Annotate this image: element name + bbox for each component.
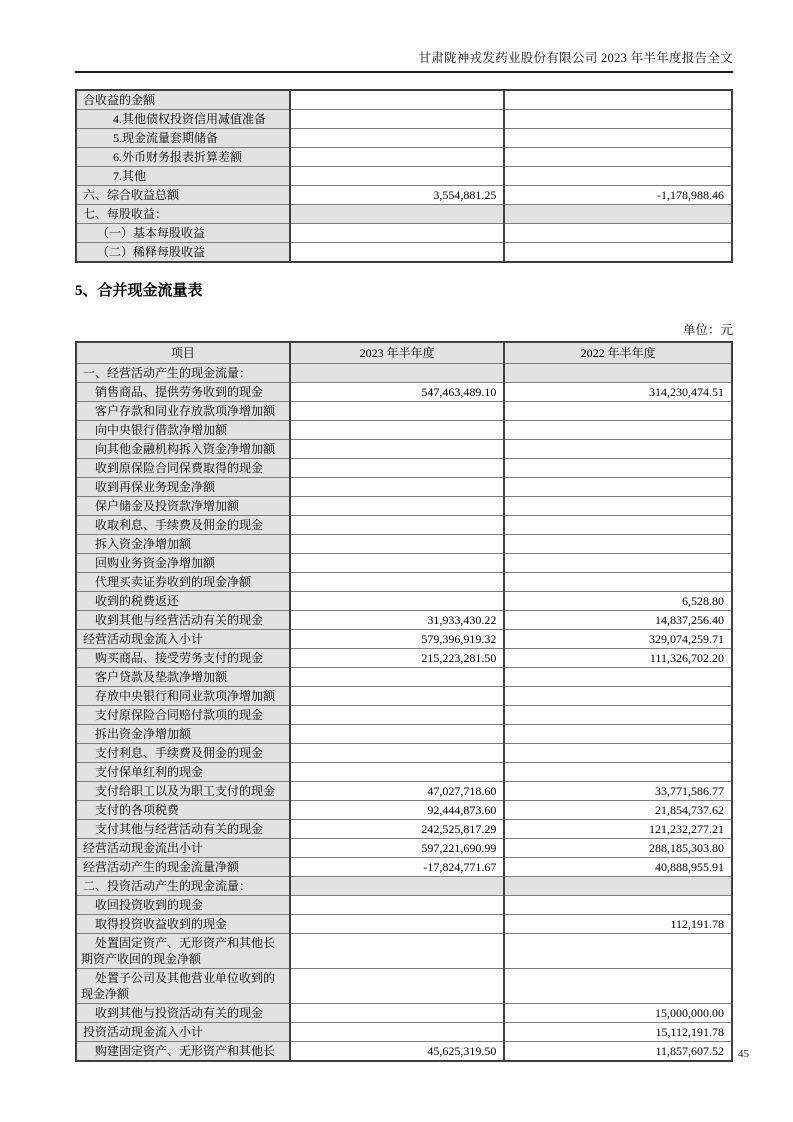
cash-flow-table-row <box>76 725 732 744</box>
value-2023 <box>290 706 505 725</box>
value-2022: 121,232,277.21 <box>504 820 732 839</box>
cash-flow-table-row <box>76 915 732 934</box>
value-2022 <box>504 969 732 1004</box>
value-2023 <box>290 1004 505 1023</box>
row-item-label: 代理买卖证券收到的现金净额 <box>76 573 290 592</box>
value-2023 <box>290 554 505 573</box>
row-item-label: 收到再保业务现金净额 <box>76 478 290 497</box>
cash-flow-table-row <box>76 383 732 402</box>
cash-flow-table-row <box>76 364 732 383</box>
value-2023 <box>290 725 505 744</box>
page-content <box>75 0 733 1062</box>
cash-flow-table-row <box>76 782 732 801</box>
value-2022: 21,854,737.62 <box>504 801 732 820</box>
value-2023 <box>290 896 505 915</box>
value-2022 <box>504 763 732 782</box>
value-2022 <box>504 554 732 573</box>
value-2023 <box>290 224 505 243</box>
value-2023: 3,554,881.25 <box>290 186 505 205</box>
row-item-label: （二）稀释每股收益 <box>76 243 290 263</box>
cash-flow-table-row <box>76 934 732 969</box>
cash-flow-table-row <box>76 516 732 535</box>
row-item-label: 支付保单红利的现金 <box>76 763 290 782</box>
value-2022: 33,771,586.77 <box>504 782 732 801</box>
income-table-row <box>76 205 732 224</box>
value-2023: 31,933,430.22 <box>290 611 505 630</box>
value-2023 <box>290 744 505 763</box>
value-2022: 14,837,256.40 <box>504 611 732 630</box>
value-2023 <box>290 90 505 110</box>
cash-flow-table-row <box>76 402 732 421</box>
value-2022: 112,191.78 <box>504 915 732 934</box>
row-item-label: 保户储金及投资款净增加额 <box>76 497 290 516</box>
value-2023 <box>290 440 505 459</box>
row-item-label: 收回投资收到的现金 <box>76 896 290 915</box>
row-item-label: 支付利息、手续费及佣金的现金 <box>76 744 290 763</box>
value-2023 <box>290 535 505 554</box>
cash-flow-table-row <box>76 440 732 459</box>
column-header-item: 项目 <box>76 342 290 364</box>
row-item-label: 4.其他债权投资信用减值准备 <box>76 110 290 129</box>
value-2022 <box>504 478 732 497</box>
cash-flow-table-row <box>76 497 732 516</box>
row-item-label: 处置固定资产、无形资产和其他长期资产收回的现金净额 <box>76 934 290 969</box>
value-2023: -17,824,771.67 <box>290 858 505 877</box>
cash-flow-table-row <box>76 969 732 1004</box>
cash-flow-table-row <box>76 478 732 497</box>
row-item-label: 5.现金流量套期储备 <box>76 129 290 148</box>
cash-flow-table-row <box>76 858 732 877</box>
income-table-row <box>76 186 732 205</box>
income-table-row <box>76 243 732 263</box>
value-2022 <box>504 110 732 129</box>
value-2022 <box>504 744 732 763</box>
value-2023 <box>290 668 505 687</box>
value-2022 <box>504 129 732 148</box>
value-2022 <box>504 535 732 554</box>
cash-flow-table-row <box>76 554 732 573</box>
cash-flow-table-row <box>76 573 732 592</box>
value-2022 <box>504 224 732 243</box>
row-item-label: 客户存款和同业存放款项净增加额 <box>76 402 290 421</box>
cash-flow-table-header-row <box>76 342 732 364</box>
row-item-label: 支付原保险合同赔付款项的现金 <box>76 706 290 725</box>
value-2022: 11,857,607.52 <box>504 1042 732 1062</box>
row-item-label: 客户贷款及垫款净增加额 <box>76 668 290 687</box>
cash-flow-table <box>75 341 733 1062</box>
value-2023: 215,223,281.50 <box>290 649 505 668</box>
value-2023 <box>290 687 505 706</box>
row-item-label: 处置子公司及其他营业单位收到的现金净额 <box>76 969 290 1004</box>
value-2023 <box>290 1023 505 1042</box>
cash-flow-table-row <box>76 1023 732 1042</box>
value-2022 <box>504 725 732 744</box>
value-2023: 92,444,873.60 <box>290 801 505 820</box>
value-2023 <box>290 364 505 383</box>
row-item-label: 6.外币财务报表折算差额 <box>76 148 290 167</box>
row-item-label: 存放中央银行和同业款项净增加额 <box>76 687 290 706</box>
row-item-label: 向中央银行借款净增加额 <box>76 421 290 440</box>
income-table-row <box>76 90 732 110</box>
row-item-label: 支付给职工以及为职工支付的现金 <box>76 782 290 801</box>
value-2022 <box>504 402 732 421</box>
value-2023 <box>290 148 505 167</box>
row-item-label: 七、每股收益： <box>76 205 290 224</box>
row-item-label: 购买商品、接受劳务支付的现金 <box>76 649 290 668</box>
income-table-row <box>76 110 732 129</box>
value-2022: -1,178,988.46 <box>504 186 732 205</box>
cash-flow-table-row <box>76 421 732 440</box>
unit-label: 单位：元 <box>682 323 733 337</box>
value-2023: 47,027,718.60 <box>290 782 505 801</box>
row-item-label: 一、经营活动产生的现金流量： <box>76 364 290 383</box>
value-2023 <box>290 243 505 263</box>
value-2023: 579,396,919.32 <box>290 630 505 649</box>
row-item-label: 拆入资金净增加额 <box>76 535 290 554</box>
row-item-label: 投资活动现金流入小计 <box>76 1023 290 1042</box>
row-item-label: 六、综合收益总额 <box>76 186 290 205</box>
value-2022: 15,000,000.00 <box>504 1004 732 1023</box>
report-header <box>75 0 733 73</box>
value-2023 <box>290 402 505 421</box>
cash-flow-table-row <box>76 801 732 820</box>
cash-flow-table-row <box>76 668 732 687</box>
cash-flow-table-row <box>76 687 732 706</box>
row-item-label: 7.其他 <box>76 167 290 186</box>
cash-flow-table-row <box>76 839 732 858</box>
value-2023 <box>290 969 505 1004</box>
income-table-row <box>76 129 732 148</box>
row-item-label: 取得投资收益收到的现金 <box>76 915 290 934</box>
cash-flow-table-row <box>76 1042 732 1062</box>
value-2023 <box>290 167 505 186</box>
value-2022 <box>504 934 732 969</box>
section-title: 5、合并现金流量表 <box>75 283 203 299</box>
value-2023 <box>290 516 505 535</box>
header-rule <box>75 71 733 73</box>
value-2022 <box>504 573 732 592</box>
row-item-label: 支付的各项税费 <box>76 801 290 820</box>
row-item-label: 向其他金融机构拆入资金净增加额 <box>76 440 290 459</box>
value-2023 <box>290 421 505 440</box>
value-2022 <box>504 896 732 915</box>
row-item-label: 收到其他与经营活动有关的现金 <box>76 611 290 630</box>
cash-flow-table-row <box>76 877 732 896</box>
value-2023 <box>290 877 505 896</box>
column-header-2022: 2022 年半年度 <box>504 342 732 364</box>
cash-flow-table-row <box>76 896 732 915</box>
value-2023: 597,221,690.99 <box>290 839 505 858</box>
value-2022 <box>504 364 732 383</box>
cash-flow-table-row <box>76 649 732 668</box>
row-item-label: 经营活动现金流入小计 <box>76 630 290 649</box>
value-2023 <box>290 763 505 782</box>
value-2022 <box>504 421 732 440</box>
row-item-label: 二、投资活动产生的现金流量： <box>76 877 290 896</box>
value-2023 <box>290 497 505 516</box>
income-table-row <box>76 148 732 167</box>
cash-flow-table-row <box>76 592 732 611</box>
value-2022: 40,888,955.91 <box>504 858 732 877</box>
value-2022 <box>504 205 732 224</box>
value-2022 <box>504 167 732 186</box>
value-2022: 329,074,259.71 <box>504 630 732 649</box>
row-item-label: 合收益的金额 <box>76 90 290 110</box>
row-item-label: 收取利息、手续费及佣金的现金 <box>76 516 290 535</box>
row-item-label: （一）基本每股收益 <box>76 224 290 243</box>
value-2022 <box>504 877 732 896</box>
row-item-label: 回购业务资金净增加额 <box>76 554 290 573</box>
value-2022 <box>504 516 732 535</box>
row-item-label: 收到其他与投资活动有关的现金 <box>76 1004 290 1023</box>
row-item-label: 购建固定资产、无形资产和其他长 <box>76 1042 290 1062</box>
row-item-label: 经营活动现金流出小计 <box>76 839 290 858</box>
value-2022: 6,528.80 <box>504 592 732 611</box>
value-2022: 314,230,474.51 <box>504 383 732 402</box>
value-2022 <box>504 668 732 687</box>
row-item-label: 销售商品、提供劳务收到的现金 <box>76 383 290 402</box>
cash-flow-table-row <box>76 459 732 478</box>
value-2022 <box>504 706 732 725</box>
header-title: 甘肃陇神戎发药业股份有限公司 2023 年半年度报告全文 <box>418 51 733 65</box>
value-2023 <box>290 110 505 129</box>
income-table-row <box>76 224 732 243</box>
cash-flow-table-row <box>76 535 732 554</box>
row-item-label: 收到原保险合同保费取得的现金 <box>76 459 290 478</box>
value-2023: 242,525,817.29 <box>290 820 505 839</box>
value-2023: 547,463,489.10 <box>290 383 505 402</box>
value-2023 <box>290 478 505 497</box>
value-2023 <box>290 573 505 592</box>
value-2023: 45,625,319.50 <box>290 1042 505 1062</box>
value-2022 <box>504 497 732 516</box>
value-2022 <box>504 243 732 263</box>
value-2022: 111,326,702.20 <box>504 649 732 668</box>
cash-flow-table-row <box>76 706 732 725</box>
column-header-2023: 2023 年半年度 <box>290 342 505 364</box>
cash-flow-table-row <box>76 820 732 839</box>
cash-flow-table-row <box>76 611 732 630</box>
value-2023 <box>290 915 505 934</box>
cash-flow-table-row <box>76 744 732 763</box>
value-2022 <box>504 440 732 459</box>
cash-flow-table-row <box>76 763 732 782</box>
row-item-label: 拆出资金净增加额 <box>76 725 290 744</box>
value-2022 <box>504 687 732 706</box>
row-item-label: 支付其他与经营活动有关的现金 <box>76 820 290 839</box>
cash-flow-table-row <box>76 1004 732 1023</box>
value-2022 <box>504 148 732 167</box>
cash-flow-table-row <box>76 630 732 649</box>
page-number: 45 <box>738 1048 749 1060</box>
value-2022 <box>504 459 732 478</box>
value-2023 <box>290 934 505 969</box>
value-2022: 15,112,191.78 <box>504 1023 732 1042</box>
value-2023 <box>290 129 505 148</box>
value-2023 <box>290 592 505 611</box>
value-2022 <box>504 90 732 110</box>
value-2022: 288,185,303.80 <box>504 839 732 858</box>
row-item-label: 收到的税费返还 <box>76 592 290 611</box>
row-item-label: 经营活动产生的现金流量净额 <box>76 858 290 877</box>
value-2023 <box>290 459 505 478</box>
value-2023 <box>290 205 505 224</box>
comprehensive-income-table <box>75 89 733 263</box>
income-table-row <box>76 167 732 186</box>
